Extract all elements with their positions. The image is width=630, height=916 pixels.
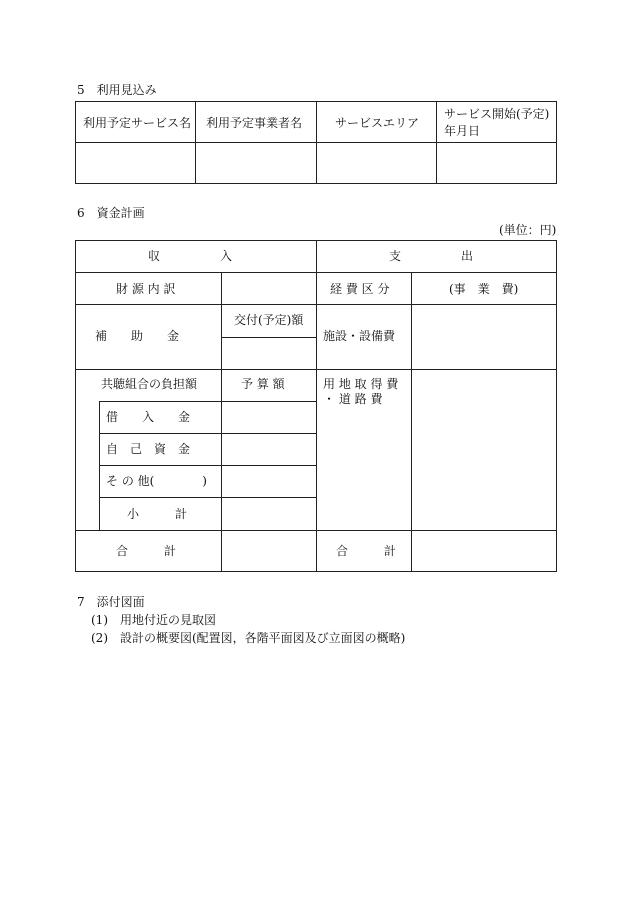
section7-heading: 7 添付図面 (77, 595, 145, 609)
source-breakdown-label: 財 源 内 訳 (116, 282, 176, 296)
subtotal-label: 小 計 (127, 507, 188, 521)
subsidy-label: 補 助 金 (95, 329, 180, 343)
col-start-date-ymd: 年月日 (444, 124, 481, 138)
budget-amount-label: 予 算 額 (241, 377, 285, 391)
total-income-amount-cell[interactable] (222, 531, 316, 571)
expense-category-label: 経 費 区 分 (330, 282, 390, 296)
section5-heading: 5 利用見込み (77, 83, 157, 97)
income-header: 収 入 (148, 249, 233, 263)
subtotal-amount-cell[interactable] (222, 498, 316, 530)
col-service-area: サービスエリア (335, 116, 420, 130)
loan-label: 借 入 金 (106, 410, 191, 424)
facility-cost-label: 施設・設備費 (323, 329, 396, 343)
other-label: そ の 他( ) (106, 474, 207, 488)
unit-label: (単位：円) (499, 223, 557, 237)
total-label-income: 合 計 (116, 544, 177, 558)
grant-amount-cell[interactable] (222, 338, 316, 369)
section6-heading: 6 資金計画 (77, 206, 145, 220)
loan-amount-cell[interactable] (222, 402, 316, 433)
land-cost-label: 用 地 取 得 費 (323, 377, 399, 391)
expense-header: 支 出 (389, 249, 474, 263)
attachment-item-1: (1) 用地付近の見取図 (91, 613, 216, 627)
total-expense-amount-cell[interactable] (412, 531, 556, 571)
own-funds-amount-cell[interactable] (222, 434, 316, 465)
attachment-item-2: (2) 設計の概要図(配置図，各階平面図及び立面図の概略) (91, 631, 406, 645)
burden-label: 共聴組合の負担額 (101, 377, 198, 391)
total-label-expense: 合 計 (336, 544, 397, 558)
col-operator-name: 利用予定事業者名 (206, 116, 303, 130)
other-amount-cell[interactable] (222, 466, 316, 497)
own-funds-label: 自 己 資 金 (106, 442, 191, 456)
col-service-name: 利用予定サービス名 (83, 116, 192, 130)
col-start-date: サービス開始(予定) (444, 107, 550, 121)
road-cost-label: ・ 道 路 費 (323, 392, 383, 406)
facility-cost-amount-cell[interactable] (412, 305, 556, 369)
land-cost-amount-cell[interactable] (412, 370, 556, 530)
project-cost-label: (事 業 費) (449, 282, 519, 296)
grant-amount-label: 交付(予定)額 (234, 313, 304, 327)
